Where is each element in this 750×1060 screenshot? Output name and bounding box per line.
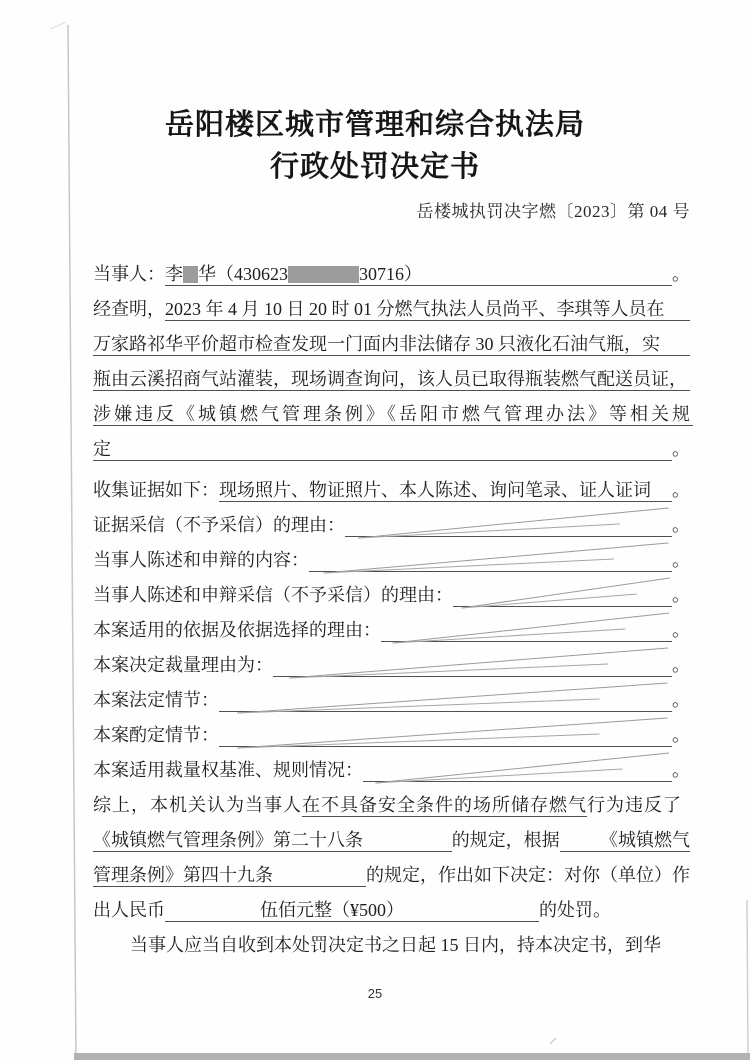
document-number: 岳楼城执罚决字燃〔2023〕第 04 号 xyxy=(416,202,690,221)
period: 。 xyxy=(672,725,690,745)
evidence-content: 现场照片、物证照片、本人陈述、询问笔录、证人证词 xyxy=(219,473,651,508)
period: 。 xyxy=(672,515,690,535)
findings-text-3: 瓶由云溪招商气站灌装，现场调查询问，该人员已取得瓶装燃气配送员证， xyxy=(93,362,687,397)
regulation-1: 《城镇燃气管理条例》第二十八条 xyxy=(93,823,363,858)
period: 。 xyxy=(672,620,690,640)
blank-field xyxy=(345,508,672,543)
violation-underlined: 在不具备安全条件的场所储存燃气 xyxy=(302,788,587,823)
underline-fill xyxy=(111,432,672,467)
payment-instruction-line xyxy=(93,928,690,963)
issuing-authority: 岳阳楼区城市管理和综合执法局 xyxy=(164,109,585,141)
period: 。 xyxy=(672,550,690,570)
period: 。 xyxy=(672,264,690,284)
underline-blank xyxy=(404,893,539,928)
conclusion-line-3 xyxy=(93,858,690,893)
underline-fill xyxy=(665,292,691,327)
underline-blank xyxy=(165,893,260,928)
field-label: 当事人陈述和申辩采信（不予采信）的理由： xyxy=(93,585,453,605)
findings-text-5: 定 xyxy=(93,432,111,467)
statement-content-line xyxy=(93,543,690,578)
conclusion-post: 行为违反了 xyxy=(587,795,682,815)
conclusion-mid: 的规定，根据 xyxy=(451,830,560,850)
statutory-circumstances-line xyxy=(93,683,690,718)
period: 。 xyxy=(672,439,690,459)
period: 。 xyxy=(672,690,690,710)
regulation-2-part2: 管理条例》第四十九条 xyxy=(93,858,273,893)
blank-field xyxy=(309,543,672,578)
evidence-list-line xyxy=(93,473,690,508)
strike-slash-icon xyxy=(381,611,672,646)
underline-fill xyxy=(422,257,672,292)
findings-line-3 xyxy=(93,362,690,397)
underline-fill xyxy=(651,473,672,508)
field-label: 本案酌定情节： xyxy=(93,725,219,745)
blank-field xyxy=(273,648,672,683)
field-label: 本案适用的依据及依据选择的理由： xyxy=(93,620,381,640)
field-label: 证据采信（不予采信）的理由： xyxy=(93,515,345,535)
strike-slash-icon xyxy=(219,681,672,716)
underline-fill xyxy=(660,327,690,362)
evidence-adoption-line xyxy=(93,508,690,543)
regulation-2-part1: 《城镇燃气 xyxy=(600,823,690,858)
strike-slash-icon xyxy=(363,751,672,786)
blank-field xyxy=(453,578,672,613)
party-name-line xyxy=(93,257,690,292)
discretion-benchmark-line xyxy=(93,753,690,788)
strike-slash-icon xyxy=(453,576,672,611)
period: 。 xyxy=(672,655,690,675)
penalty-post: 的处罚。 xyxy=(539,900,611,920)
strike-slash-icon xyxy=(273,646,672,681)
underline-blank xyxy=(560,823,600,858)
evidence-label: 收集证据如下： xyxy=(93,480,219,500)
conclusion-line-2 xyxy=(93,823,690,858)
conclusion-line-1 xyxy=(93,788,690,823)
discretionary-circumstances-line xyxy=(93,718,690,753)
conclusion-pre: 综上，本机关认为当事人 xyxy=(93,795,302,815)
findings-text-2: 万家路祁华平价超市检查发现一门面内非法储存 30 只液化石油气瓶，实 xyxy=(93,327,660,362)
findings-line-1 xyxy=(93,292,690,327)
document-body xyxy=(93,257,693,963)
period: 。 xyxy=(672,760,690,780)
field-label: 本案决定裁量理由为： xyxy=(93,655,273,675)
party-id-tail: 30716） xyxy=(359,264,422,284)
period: 。 xyxy=(672,585,690,605)
party-name-mid: 华（430623 xyxy=(198,264,288,284)
party-value xyxy=(165,257,422,292)
blank-field xyxy=(219,718,672,753)
findings-label: 经查明， xyxy=(93,299,165,319)
strike-slash-icon xyxy=(345,506,672,541)
field-label: 本案适用裁量权基准、规则情况： xyxy=(93,760,363,780)
underline-blank xyxy=(273,858,366,893)
redaction-box-id xyxy=(288,266,359,283)
document-title xyxy=(0,104,750,188)
blank-field xyxy=(219,683,672,718)
discretion-reason-line xyxy=(93,648,690,683)
field-label: 当事人陈述和申辩的内容： xyxy=(93,550,309,570)
findings-line-5 xyxy=(93,432,690,467)
redaction-box-name xyxy=(183,266,198,283)
payment-instruction-text: 当事人应当自收到本处罚决定书之日起 15 日内，持本决定书，到华 xyxy=(130,935,661,955)
findings-text-4: 涉嫌违反《城镇燃气管理条例》《岳阳市燃气管理办法》等相关规 xyxy=(93,397,693,432)
underline-blank xyxy=(363,823,452,858)
findings-line-4 xyxy=(93,397,693,432)
strike-slash-icon xyxy=(309,541,672,576)
document-type-title: 行政处罚决定书 xyxy=(269,151,480,183)
penalty-amount-line xyxy=(93,893,690,928)
statement-adoption-line xyxy=(93,578,690,613)
decision-tail: 的规定，作出如下决定：对你（单位）作 xyxy=(366,865,690,885)
party-name-prefix: 李 xyxy=(165,264,183,284)
findings-text-1: 2023 年 4 月 10 日 20 时 01 分燃气执法人员尚平、李琪等人员在 xyxy=(165,292,665,327)
blank-field xyxy=(363,753,672,788)
page-number: 25 xyxy=(367,986,383,1001)
blank-field xyxy=(381,613,672,648)
party-label: 当事人： xyxy=(93,264,165,284)
period: 。 xyxy=(672,480,690,500)
findings-line-2 xyxy=(93,327,690,362)
field-label: 本案法定情节： xyxy=(93,690,219,710)
applicable-basis-line xyxy=(93,613,690,648)
penalty-amount: 伍佰元整（¥500） xyxy=(260,893,404,928)
strike-slash-icon xyxy=(219,716,672,751)
underline-fill xyxy=(687,362,690,397)
penalty-pre: 出人民币 xyxy=(93,900,165,920)
